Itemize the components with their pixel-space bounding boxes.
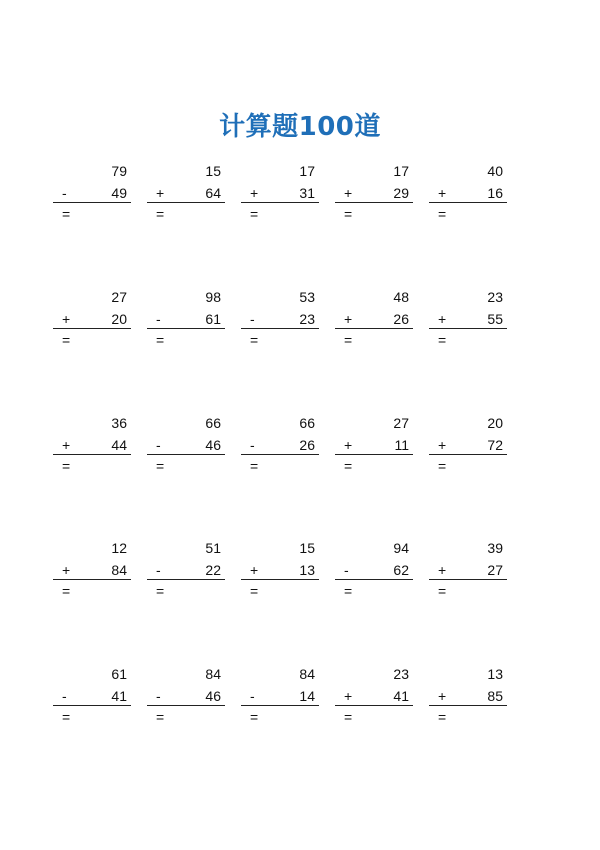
second-operand: 84 xyxy=(111,562,127,578)
answer-line xyxy=(429,202,507,203)
first-operand: 36 xyxy=(111,415,127,431)
equals-sign: = xyxy=(250,206,259,222)
second-operand: 11 xyxy=(394,437,409,453)
math-problem xyxy=(147,540,225,600)
first-operand: 94 xyxy=(393,540,409,556)
equals-sign: = xyxy=(156,458,165,474)
math-problem xyxy=(147,289,225,349)
second-operand: 22 xyxy=(205,562,221,578)
operator-sign: + xyxy=(438,311,447,327)
answer-line xyxy=(53,454,131,455)
operator-sign: - xyxy=(62,185,67,201)
equals-sign: = xyxy=(62,709,71,725)
second-operand: 62 xyxy=(393,562,409,578)
second-operand: 14 xyxy=(299,688,315,704)
first-operand: 51 xyxy=(205,540,221,556)
operator-sign: + xyxy=(156,185,165,201)
answer-line xyxy=(53,328,131,329)
answer-line xyxy=(429,579,507,580)
math-problem xyxy=(429,289,507,349)
second-operand: 41 xyxy=(111,688,127,704)
answer-line xyxy=(147,202,225,203)
operator-sign: + xyxy=(438,562,447,578)
first-operand: 84 xyxy=(205,666,221,682)
first-operand: 20 xyxy=(487,415,503,431)
answer-line xyxy=(241,328,319,329)
math-problem xyxy=(53,163,131,223)
first-operand: 12 xyxy=(111,540,127,556)
math-problem xyxy=(53,540,131,600)
first-operand: 53 xyxy=(299,289,315,305)
operator-sign: + xyxy=(438,185,447,201)
equals-sign: = xyxy=(156,206,165,222)
answer-line xyxy=(335,454,413,455)
second-operand: 44 xyxy=(111,437,127,453)
operator-sign: + xyxy=(62,311,71,327)
second-operand: 26 xyxy=(393,311,409,327)
math-problem xyxy=(147,163,225,223)
answer-line xyxy=(335,202,413,203)
answer-line xyxy=(147,579,225,580)
equals-sign: = xyxy=(156,583,165,599)
second-operand: 31 xyxy=(299,185,315,201)
first-operand: 27 xyxy=(111,289,127,305)
second-operand: 46 xyxy=(205,688,221,704)
first-operand: 98 xyxy=(205,289,221,305)
first-operand: 79 xyxy=(111,163,127,179)
equals-sign: = xyxy=(438,583,447,599)
first-operand: 13 xyxy=(487,666,503,682)
answer-line xyxy=(53,579,131,580)
operator-sign: + xyxy=(344,311,353,327)
second-operand: 85 xyxy=(487,688,503,704)
first-operand: 15 xyxy=(205,163,221,179)
math-problem xyxy=(335,415,413,475)
first-operand: 15 xyxy=(299,540,315,556)
equals-sign: = xyxy=(344,458,353,474)
equals-sign: = xyxy=(438,709,447,725)
equals-sign: = xyxy=(156,709,165,725)
first-operand: 27 xyxy=(393,415,409,431)
equals-sign: = xyxy=(344,709,353,725)
equals-sign: = xyxy=(62,458,71,474)
second-operand: 26 xyxy=(299,437,315,453)
second-operand: 23 xyxy=(299,311,315,327)
equals-sign: = xyxy=(62,206,71,222)
equals-sign: = xyxy=(438,332,447,348)
answer-line xyxy=(335,328,413,329)
operator-sign: + xyxy=(250,562,259,578)
equals-sign: = xyxy=(62,332,71,348)
operator-sign: - xyxy=(250,437,255,453)
math-problem xyxy=(241,289,319,349)
math-problem xyxy=(53,289,131,349)
operator-sign: - xyxy=(344,562,349,578)
operator-sign: - xyxy=(62,688,67,704)
math-problem xyxy=(335,666,413,726)
operator-sign: - xyxy=(156,437,161,453)
equals-sign: = xyxy=(344,332,353,348)
equals-sign: = xyxy=(344,206,353,222)
second-operand: 64 xyxy=(205,185,221,201)
answer-line xyxy=(53,202,131,203)
first-operand: 17 xyxy=(393,163,409,179)
math-problem xyxy=(147,666,225,726)
operator-sign: + xyxy=(344,688,353,704)
math-problem xyxy=(241,540,319,600)
math-problem xyxy=(429,415,507,475)
operator-sign: + xyxy=(62,437,71,453)
second-operand: 41 xyxy=(393,688,409,704)
second-operand: 55 xyxy=(487,311,503,327)
equals-sign: = xyxy=(344,583,353,599)
equals-sign: = xyxy=(250,709,259,725)
answer-line xyxy=(429,454,507,455)
second-operand: 72 xyxy=(487,437,503,453)
answer-line xyxy=(147,705,225,706)
first-operand: 17 xyxy=(299,163,315,179)
first-operand: 48 xyxy=(393,289,409,305)
second-operand: 46 xyxy=(205,437,221,453)
math-problem xyxy=(335,540,413,600)
math-problem xyxy=(53,666,131,726)
operator-sign: + xyxy=(438,688,447,704)
math-problem xyxy=(429,163,507,223)
answer-line xyxy=(241,579,319,580)
answer-line xyxy=(429,705,507,706)
answer-line xyxy=(147,328,225,329)
math-problem xyxy=(429,666,507,726)
math-problem xyxy=(335,163,413,223)
operator-sign: - xyxy=(156,688,161,704)
second-operand: 16 xyxy=(487,185,503,201)
first-operand: 40 xyxy=(487,163,503,179)
operator-sign: + xyxy=(438,437,447,453)
equals-sign: = xyxy=(156,332,165,348)
second-operand: 61 xyxy=(205,311,221,327)
first-operand: 66 xyxy=(205,415,221,431)
first-operand: 23 xyxy=(393,666,409,682)
operator-sign: - xyxy=(250,311,255,327)
equals-sign: = xyxy=(250,583,259,599)
first-operand: 84 xyxy=(299,666,315,682)
math-problem xyxy=(53,415,131,475)
operator-sign: - xyxy=(156,562,161,578)
answer-line xyxy=(53,705,131,706)
equals-sign: = xyxy=(438,458,447,474)
math-problem xyxy=(241,666,319,726)
operator-sign: + xyxy=(62,562,71,578)
equals-sign: = xyxy=(62,583,71,599)
math-problem xyxy=(429,540,507,600)
operator-sign: - xyxy=(250,688,255,704)
first-operand: 39 xyxy=(487,540,503,556)
first-operand: 61 xyxy=(111,666,127,682)
math-problem xyxy=(147,415,225,475)
answer-line xyxy=(241,202,319,203)
second-operand: 13 xyxy=(299,562,315,578)
math-problem xyxy=(241,163,319,223)
equals-sign: = xyxy=(438,206,447,222)
operator-sign: - xyxy=(156,311,161,327)
answer-line xyxy=(429,328,507,329)
second-operand: 27 xyxy=(487,562,503,578)
answer-line xyxy=(335,579,413,580)
second-operand: 20 xyxy=(111,311,127,327)
second-operand: 49 xyxy=(111,185,127,201)
answer-line xyxy=(241,454,319,455)
math-problem xyxy=(241,415,319,475)
operator-sign: + xyxy=(250,185,259,201)
equals-sign: = xyxy=(250,458,259,474)
second-operand: 29 xyxy=(393,185,409,201)
operator-sign: + xyxy=(344,185,353,201)
page-title: 计算题100道 xyxy=(219,112,381,142)
operator-sign: + xyxy=(344,437,353,453)
answer-line xyxy=(241,705,319,706)
first-operand: 23 xyxy=(487,289,503,305)
first-operand: 66 xyxy=(299,415,315,431)
answer-line xyxy=(147,454,225,455)
equals-sign: = xyxy=(250,332,259,348)
math-problem xyxy=(335,289,413,349)
answer-line xyxy=(335,705,413,706)
